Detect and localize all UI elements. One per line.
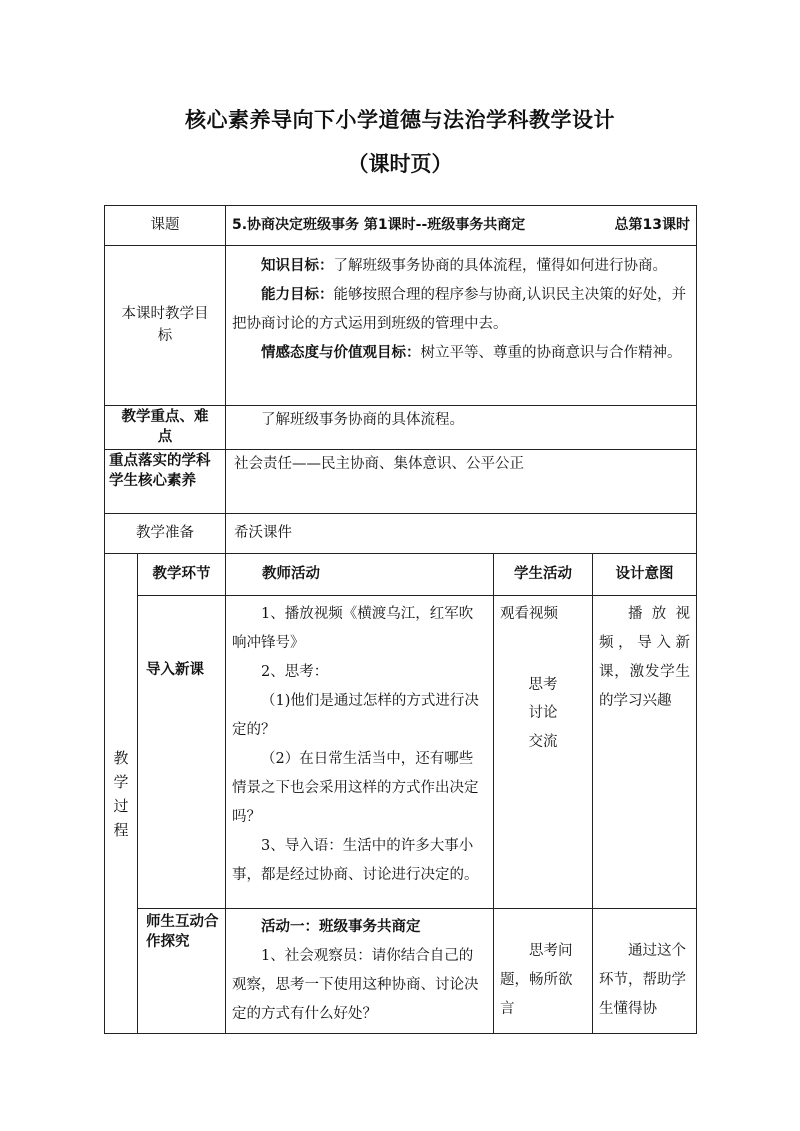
topic-row bbox=[105, 206, 697, 246]
prep-cell bbox=[226, 514, 697, 554]
student-line: 讨论 bbox=[528, 705, 558, 722]
topic-lesson: 5.协商决定班级事务 第1课时--班级事务共商定 bbox=[232, 217, 526, 234]
literacy-text: 社会责任——民主协商、集体意识、公平公正 bbox=[234, 456, 524, 473]
knowledge-label: 知识目标： bbox=[261, 258, 334, 274]
student-interact-cell bbox=[494, 909, 593, 1034]
intent-interact-cell bbox=[593, 909, 697, 1034]
intent-intro-cell bbox=[593, 596, 697, 909]
stage-interact: 师生互动合作探究 bbox=[138, 909, 226, 1034]
emotion-text: 树立平等、尊重的协商意识与合作精神。 bbox=[420, 345, 682, 361]
teacher-line: 3、导入语：生活中的许多大事小事，都是经过协商、讨论进行决定的。 bbox=[232, 838, 479, 884]
page-title: 核心素养导向下小学道德与法治学科教学设计 bbox=[185, 108, 615, 132]
topic-label: 课题 bbox=[105, 206, 226, 246]
keypoints-text: 了解班级事务协商的具体流程。 bbox=[261, 412, 464, 428]
teacher-line: 1、播放视频《横渡乌江，红军吹响冲锋号》 bbox=[232, 606, 474, 652]
literacy-cell bbox=[226, 450, 697, 514]
prep-text: 希沃课件 bbox=[234, 525, 292, 542]
student-intro-cell bbox=[494, 596, 593, 909]
student-line: 思考 bbox=[528, 677, 558, 694]
prep-label: 教学准备 bbox=[105, 514, 226, 554]
objectives-cell bbox=[226, 246, 697, 406]
objectives-label: 本课时教学目标 bbox=[105, 246, 226, 406]
topic-cell bbox=[226, 206, 697, 246]
objectives-row bbox=[105, 246, 697, 406]
keypoints-label: 教学重点、难点 bbox=[105, 406, 226, 450]
page-subtitle: （课时页） bbox=[347, 152, 453, 176]
intent-interact: 通过这个环节，帮助学生懂得协 bbox=[599, 943, 686, 1018]
stage-intro: 导入新课 bbox=[138, 596, 226, 909]
process-row-interact bbox=[105, 909, 697, 1034]
student-line: 交流 bbox=[528, 733, 558, 750]
teacher-intro-cell bbox=[226, 596, 494, 909]
teacher-interact-cell bbox=[226, 909, 494, 1034]
teacher-line: （1)他们是通过怎样的方式进行决定的？ bbox=[232, 693, 479, 739]
process-label: 教学过程 bbox=[105, 554, 138, 1034]
header-student: 学生活动 bbox=[494, 554, 593, 596]
knowledge-text: 了解班级事务协商的具体流程，懂得如何进行协商。 bbox=[333, 258, 667, 274]
header-stage: 教学环节 bbox=[138, 554, 226, 596]
teacher-line: 2、思考： bbox=[261, 664, 329, 681]
keypoints-cell bbox=[226, 406, 697, 450]
ability-text: 能够按照合理的程序参与协商,认识民主决策的好处，并把协商讨论的方式运用到班级的管理中去。 bbox=[232, 287, 687, 332]
emotion-label: 情感态度与价值观目标： bbox=[261, 345, 421, 361]
process-row-intro bbox=[105, 596, 697, 909]
literacy-row bbox=[105, 450, 697, 514]
literacy-label: 重点落实的学科学生核心素养 bbox=[105, 450, 226, 514]
ability-label: 能力目标： bbox=[261, 287, 334, 303]
intent-intro: 播放视频，导入新课，激发学生的学习兴趣 bbox=[599, 606, 691, 710]
prep-row bbox=[105, 514, 697, 554]
teacher-line: 1、社会观察员：请你结合自己的观察，思考一下使用这种协商、讨论决定的方式有什么好处？ bbox=[232, 948, 479, 1023]
activity-title: 活动一：班级事务共商定 bbox=[261, 919, 421, 936]
header-intent: 设计意图 bbox=[593, 554, 697, 596]
header-teacher: 教师活动 bbox=[226, 554, 494, 596]
process-header-row bbox=[105, 554, 697, 596]
topic-total: 总第13课时 bbox=[614, 217, 691, 234]
student-watch: 观看视频 bbox=[500, 606, 558, 623]
keypoints-row bbox=[105, 406, 697, 450]
teacher-line: （2）在日常生活当中，还有哪些情景之下也会采用这样的方式作出决定吗？ bbox=[232, 751, 479, 826]
lesson-plan-table bbox=[104, 205, 697, 1034]
student-interact: 思考问题，畅所欲言 bbox=[500, 943, 573, 1018]
